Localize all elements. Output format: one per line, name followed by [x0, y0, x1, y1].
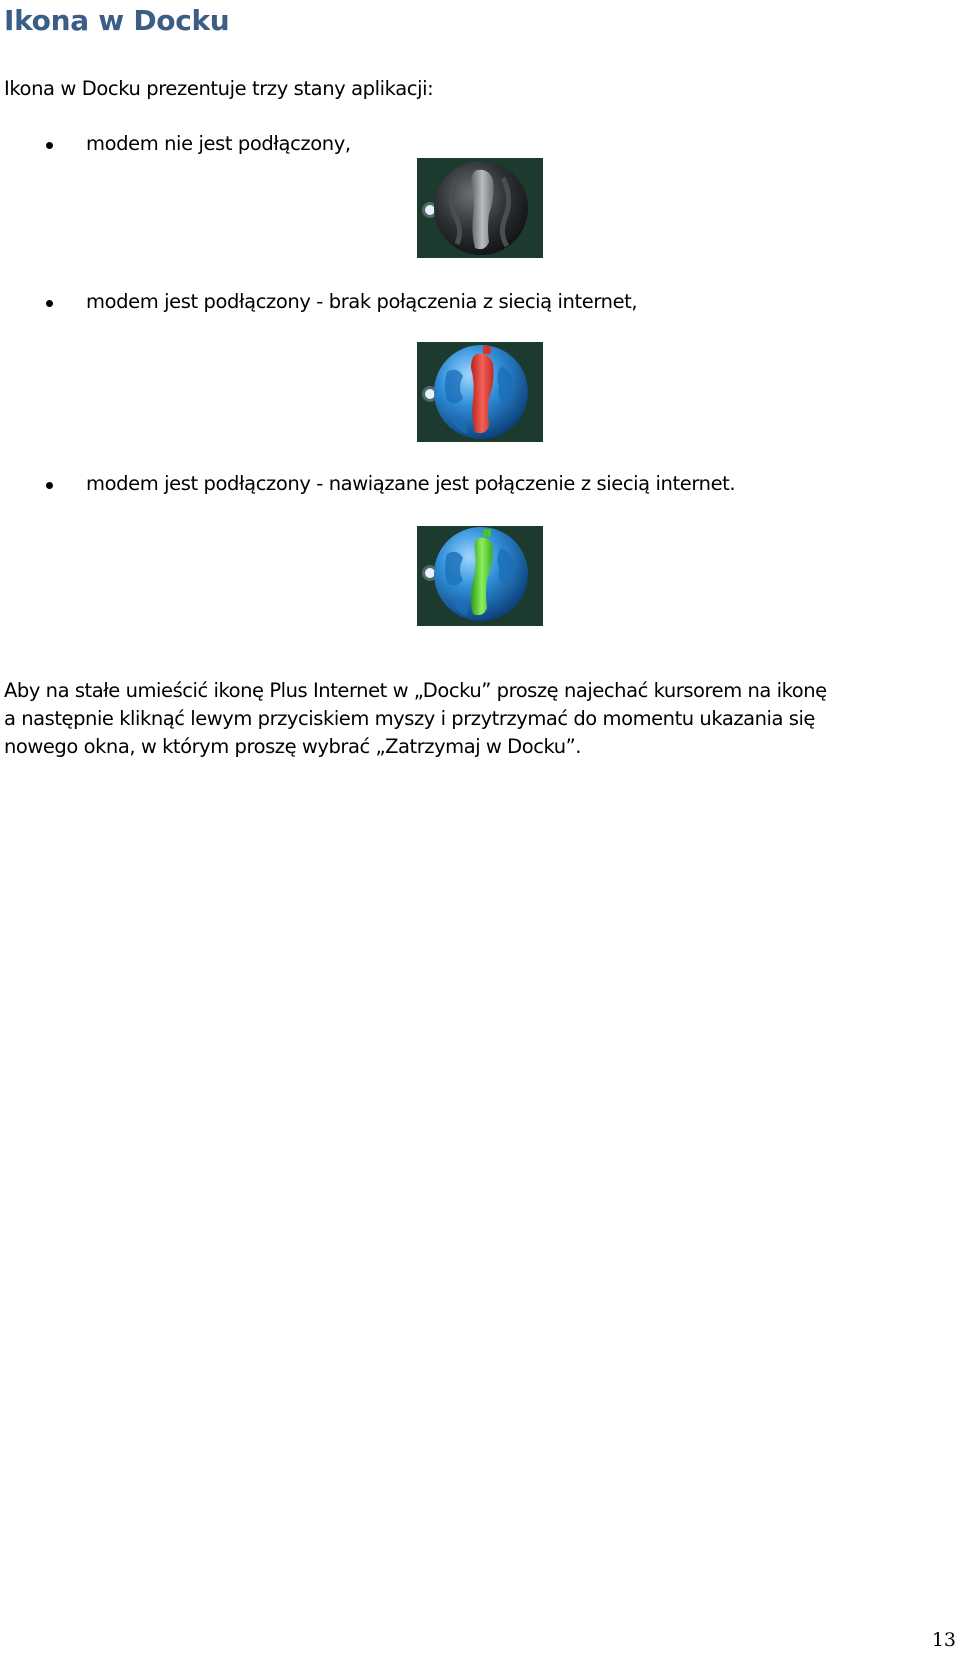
dock-icon-disconnected — [417, 158, 543, 258]
instructions-line: nowego okna, w którym proszę wybrać „Zatrzymaj w Docku”. — [4, 735, 582, 758]
list-item — [0, 130, 960, 160]
page-number: 13 — [931, 1629, 956, 1651]
bullet-icon — [46, 482, 53, 489]
list-item — [0, 470, 960, 500]
list-item-label: modem jest podłączony - brak połączenia z siecią internet, — [86, 290, 638, 313]
globe-icon — [417, 158, 543, 258]
list-item-label: modem jest podłączony - nawiązane jest połączenie z siecią internet. — [86, 472, 736, 495]
dock-icon-connected-offline — [417, 342, 543, 442]
list-item — [0, 288, 960, 318]
instructions-paragraph — [4, 677, 934, 761]
instructions-line: a następnie kliknąć lewym przyciskiem myszy i przytrzymać do momentu ukazania się — [4, 707, 815, 730]
page-title: Ikona w Docku — [4, 4, 230, 37]
globe-icon — [417, 342, 543, 442]
list-item-label: modem nie jest podłączony, — [86, 132, 351, 155]
bullet-icon — [46, 142, 53, 149]
intro-text: Ikona w Docku prezentuje trzy stany aplikacji: — [4, 77, 434, 100]
globe-icon — [417, 526, 543, 626]
bullet-icon — [46, 300, 53, 307]
dock-icon-online — [417, 526, 543, 626]
instructions-line: Aby na stałe umieścić ikonę Plus Internet w „Docku” proszę najechać kursorem na ikonę — [4, 679, 827, 702]
